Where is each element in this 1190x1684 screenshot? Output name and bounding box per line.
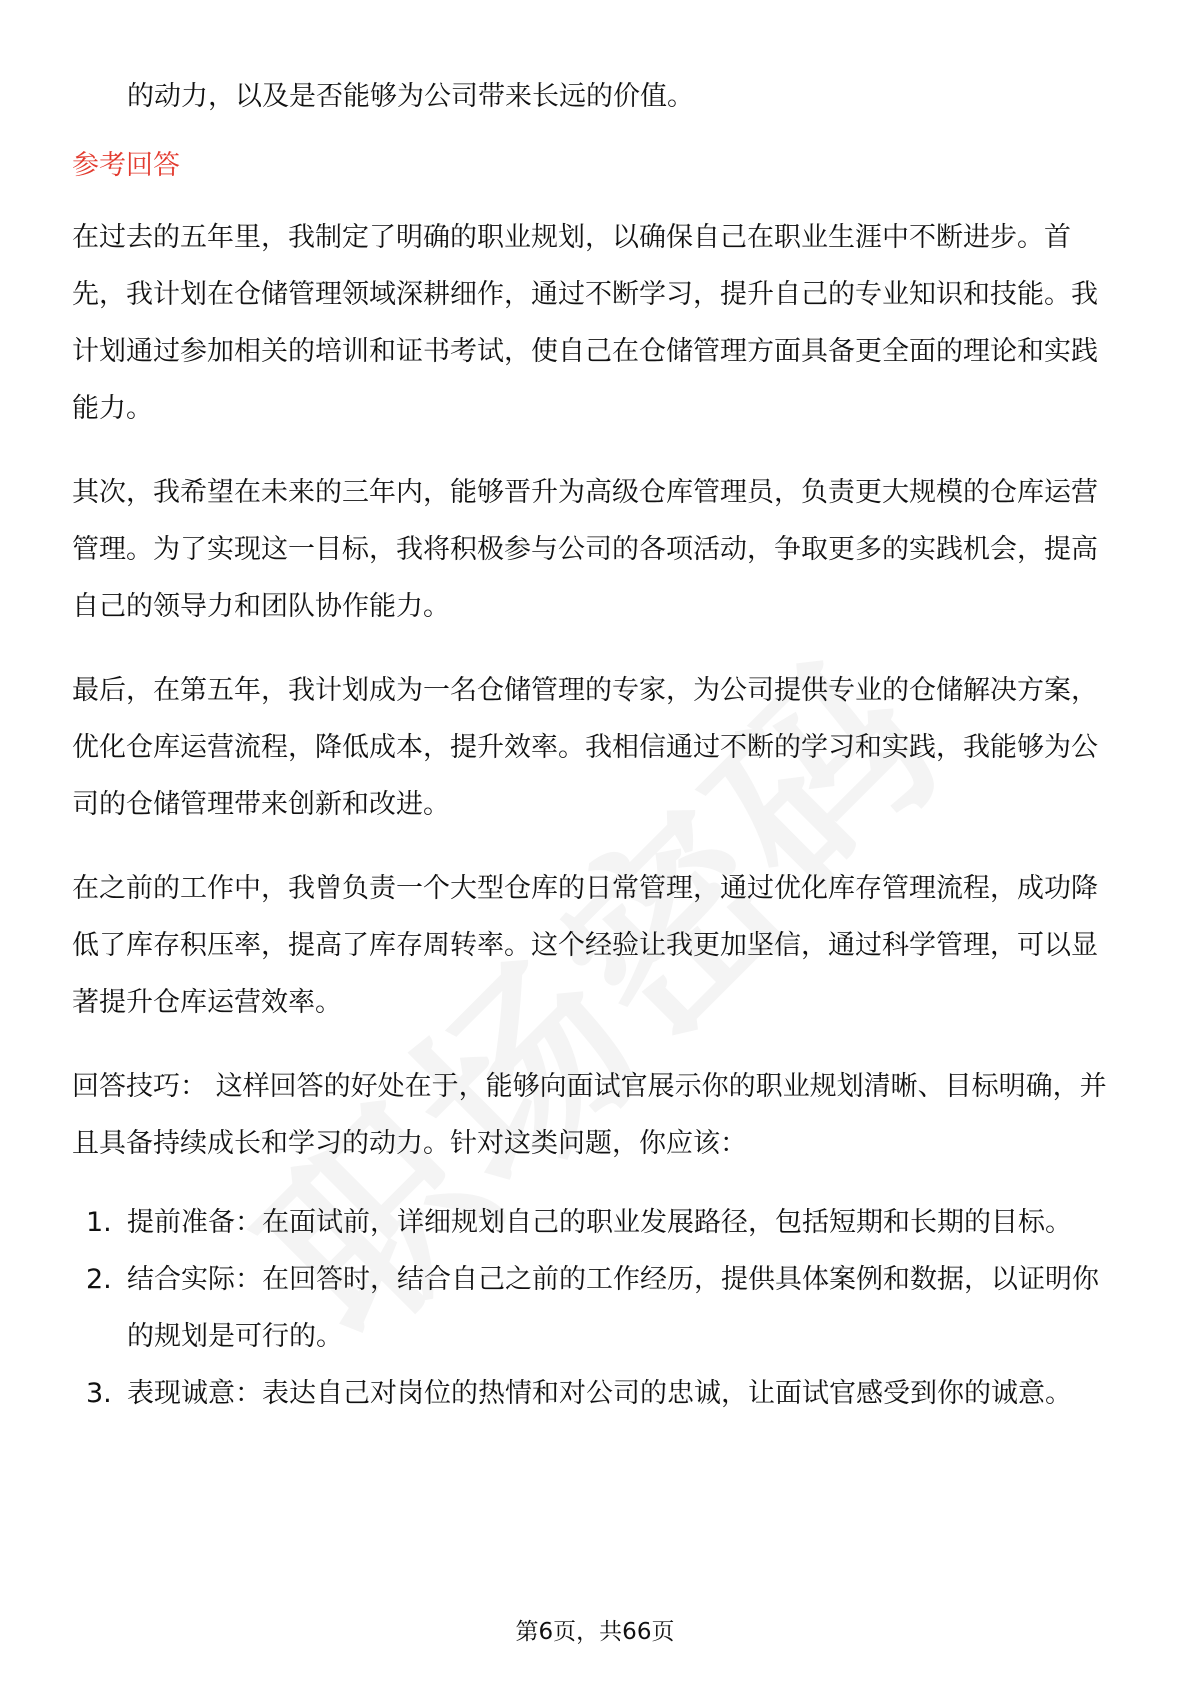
page-content <box>72 68 1118 1422</box>
list-item-number: 2. <box>86 1264 112 1295</box>
list-item-number: 1. <box>86 1207 112 1238</box>
list-item-text: 表现诚意：表达自己对岗位的热情和对公司的忠诚，让面试官感受到你的诚意。 <box>127 1378 1072 1409</box>
tips-list <box>72 1194 1118 1422</box>
tips-intro-paragraph: 回答技巧： 这样回答的好处在于，能够向面试官展示你的职业规划清晰、目标明确，并且具备持续成长和学习的动力。针对这类问题，你应该： <box>72 1071 1107 1159</box>
list-item <box>72 1365 1118 1422</box>
answer-paragraph-3: 最后，在第五年，我计划成为一名仓储管理的专家，为公司提供专业的仓储解决方案，优化仓库运营流程，降低成本，提升效率。我相信通过不断的学习和实践，我能够为公司的仓储管理带来创新和改进。 <box>72 675 1098 820</box>
answer-paragraph-4: 在之前的工作中，我曾负责一个大型仓库的日常管理，通过优化库存管理流程，成功降低了库存积压率，提高了库存周转率。这个经验让我更加坚信，通过科学管理，可以显著提升仓库运营效率。 <box>72 873 1098 1018</box>
list-item-text: 提前准备：在面试前，详细规划自己的职业发展路径，包括短期和长期的目标。 <box>127 1207 1072 1238</box>
page-number-footer: 第6页，共66页 <box>515 1619 675 1645</box>
answer-paragraph-1: 在过去的五年里，我制定了明确的职业规划，以确保自己在职业生涯中不断进步。首先，我计划在仓储管理领域深耕细作，通过不断学习，提升自己的专业知识和技能。我计划通过参加相关的培训和证书考试，使自己在仓储管理方面具备更全面的理论和实践能力。 <box>72 222 1098 424</box>
list-item <box>72 1251 1118 1365</box>
list-item-number: 3. <box>86 1378 112 1409</box>
section-heading: 参考回答 <box>72 150 180 181</box>
list-item-text: 结合实际：在回答时，结合自己之前的工作经历，提供具体案例和数据，以证明你的规划是可行的。 <box>127 1264 1099 1352</box>
answer-paragraph-2: 其次，我希望在未来的三年内，能够晋升为高级仓库管理员，负责更大规模的仓库运营管理。为了实现这一目标，我将积极参与公司的各项活动，争取更多的实践机会，提高自己的领导力和团队协作能力。 <box>72 477 1098 622</box>
list-item <box>72 1194 1118 1251</box>
intro-continuation: 的动力，以及是否能够为公司带来长远的价值。 <box>127 81 694 112</box>
